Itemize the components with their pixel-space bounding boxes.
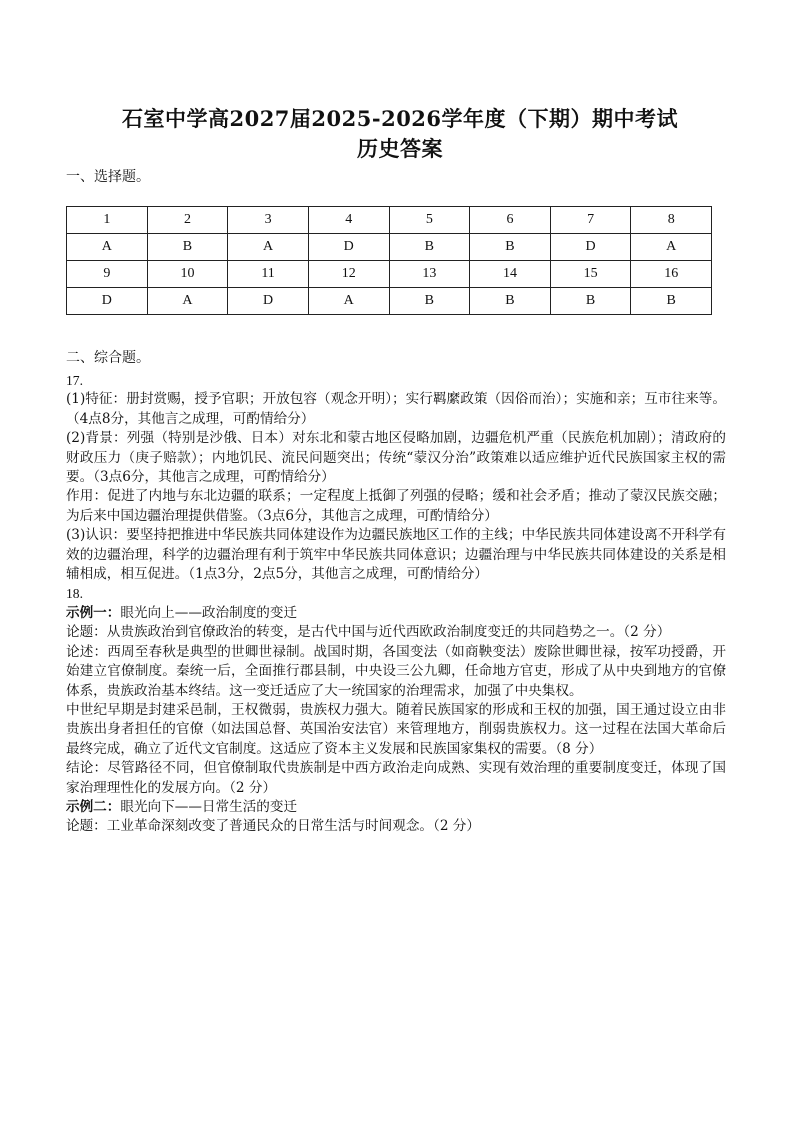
question-17-part-1: (1)特征：册封赏赐，授予官职；开放包容（观念开明）；实行羁縻政策（因俗而治）；实施和亲；互市往来等。（4点8分，其他言之成理，可酌情给分） — [66, 391, 726, 427]
table-cell: D — [67, 288, 148, 315]
table-row — [67, 288, 712, 315]
example-1-thesis: 论题：从贵族政治到官僚政治的转变，是古代中国与近代西欧政治制度变迁的共同趋势之一。（2 分） — [66, 624, 671, 641]
table-cell: 15 — [550, 261, 631, 288]
table-cell: 9 — [67, 261, 148, 288]
question-18-number: 18. — [66, 586, 83, 602]
table-cell: A — [631, 234, 712, 261]
table-cell: 13 — [389, 261, 470, 288]
page-subtitle: 历史答案 — [357, 136, 443, 161]
table-cell: A — [147, 288, 228, 315]
table-cell: 16 — [631, 261, 712, 288]
table-cell: 3 — [228, 207, 309, 234]
table-cell: A — [308, 288, 389, 315]
table-cell: 10 — [147, 261, 228, 288]
table-cell: 14 — [470, 261, 551, 288]
answer-body — [66, 371, 726, 837]
table-cell: 7 — [550, 207, 631, 234]
answer-table — [66, 206, 712, 315]
example-1-title: 眼光向上——政治制度的变迁 — [120, 604, 298, 621]
table-cell: 1 — [67, 207, 148, 234]
table-cell: B — [389, 234, 470, 261]
table-cell: A — [67, 234, 148, 261]
example-2-title: 眼光向下——日常生活的变迁 — [120, 798, 298, 815]
table-cell: D — [550, 234, 631, 261]
example-1-conclusion: 结论：尽管路径不同，但官僚制取代贵族制是中西方政治走向成熟、实现有效治理的重要制度变迁，体现了国家治理理性化的发展方向。（2 分） — [66, 760, 726, 796]
section-multiple-choice-heading: 一、选择题。 — [66, 169, 150, 185]
table-cell: 2 — [147, 207, 228, 234]
example-2-thesis: 论题：工业革命深刻改变了普通民众的日常生活与时间观念。（2 分） — [66, 818, 480, 835]
question-17-part-3: (3)认识：要坚持把推进中华民族共同体建设作为边疆民族地区工作的主线；中华民族共同体建设离不开科学有效的边疆治理，科学的边疆治理有利于筑牢中华民族共同体意识；边疆治理与中华民族共同体建设的关系是相辅相成，相互促进。（1点3分，2点5分，其他言之成理，可酌情给分） — [66, 527, 726, 583]
table-cell: 11 — [228, 261, 309, 288]
table-cell: B — [550, 288, 631, 315]
table-cell: B — [147, 234, 228, 261]
table-cell: 5 — [389, 207, 470, 234]
table-cell: B — [470, 234, 551, 261]
table-cell: B — [631, 288, 712, 315]
table-cell: A — [228, 234, 309, 261]
example-2-label: 示例二： — [66, 798, 121, 815]
table-cell: 6 — [470, 207, 551, 234]
example-1-argument-europe: 中世纪早期是封建采邑制，王权微弱，贵族权力强大。随着民族国家的形成和王权的加强，国王通过设立由非贵族出身者担任的官僚（如法国总督、英国治安法官）来管理地方，削弱贵族权力。这一过程在法国大革命后最终完成，确立了近代文官制度。这适应了资本主义发展和民族国家集权的需要。（8 分） — [66, 701, 726, 757]
table-row — [67, 207, 712, 234]
question-17-part-2-effect: 作用：促进了内地与东北边疆的联系；一定程度上抵御了列强的侵略；缓和社会矛盾；推动了蒙汉民族交融；为后来中国边疆治理提供借鉴。（3点6分，其他言之成理，可酌情给分） — [66, 488, 726, 524]
example-1-argument-china: 论述：西周至春秋是典型的世卿世禄制。战国时期，各国变法（如商鞅变法）废除世卿世禄，按军功授爵，开始建立官僚制度。秦统一后，全面推行郡县制，中央设三公九卿，任命地方官吏，形成了从中央到地方的官僚体系，贵族政治基本终结。这一变迁适应了大一统国家的治理需求，加强了中央集权。 — [66, 643, 726, 699]
question-17-number: 17. — [66, 373, 83, 388]
page-title: 石室中学高2027届2025-2026学年度（下期）期中考试 — [121, 106, 679, 131]
table-cell: 8 — [631, 207, 712, 234]
table-cell: 4 — [308, 207, 389, 234]
example-2-heading — [66, 798, 726, 817]
table-cell: B — [389, 288, 470, 315]
table-cell: D — [308, 234, 389, 261]
table-cell: 12 — [308, 261, 389, 288]
section-comprehensive-heading: 二、综合题。 — [66, 350, 150, 366]
table-row — [67, 234, 712, 261]
example-1-heading — [66, 604, 726, 623]
table-cell: B — [470, 288, 551, 315]
example-1-label: 示例一： — [66, 604, 121, 621]
table-row — [67, 261, 712, 288]
table-cell: D — [228, 288, 309, 315]
question-17-part-2-background: (2)背景：列强（特别是沙俄、日本）对东北和蒙古地区侵略加剧，边疆危机严重（民族危机加剧）；清政府的财政压力（庚子赔款）；内地饥民、流民问题突出；传统“蒙汉分治”政策难以适应维护近代民族国家主权的需要。（3点6分，其他言之成理，可酌情给分） — [66, 430, 726, 486]
